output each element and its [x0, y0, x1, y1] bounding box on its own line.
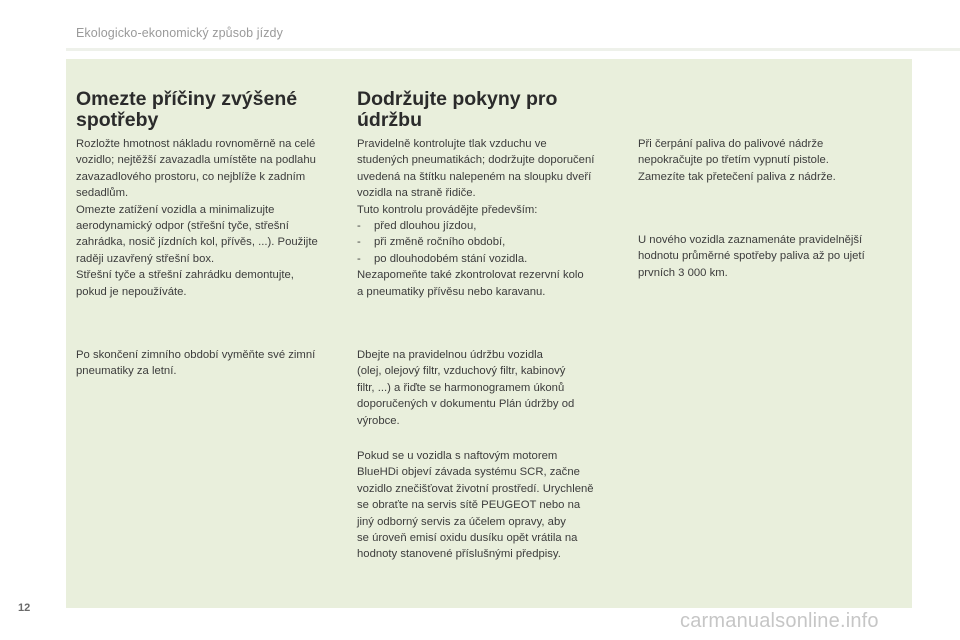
middle-p2-line: filtr, ...) a řiďte se harmonogramem úkonů	[357, 381, 565, 394]
middle-heading-line-1: Dodržujte pokyny pro	[357, 88, 558, 110]
middle-p3-line: Pokud se u vozidla s naftovým motorem	[357, 450, 558, 462]
right-paragraph-1	[638, 136, 908, 185]
middle-p3-line: hodnoty stanovené příslušnými předpisy.	[357, 548, 561, 561]
header-divider	[66, 48, 960, 51]
middle-p2-line: výrobce.	[357, 414, 400, 427]
middle-paragraph-2	[357, 347, 627, 429]
middle-p3-line: se úroveň emisí oxidu dusíku opět vrátila na	[357, 532, 578, 545]
right-paragraph-2	[638, 232, 908, 281]
middle-p1-line: vozidla na straně řidiče.	[357, 187, 476, 200]
page-number: 12	[18, 602, 31, 614]
middle-p1b-line: a pneumatiky přívěsu nebo karavanu.	[357, 285, 546, 298]
middle-paragraph-3	[357, 448, 627, 563]
middle-p1-line: uvedená na štítku nalepeném na sloupku dveří	[357, 170, 592, 183]
left-paragraph-2	[76, 347, 346, 380]
list-item	[357, 218, 627, 234]
middle-p2-line: (olej, olejový filtr, vzduchový filtr, kabinový	[357, 365, 566, 378]
list-item	[357, 234, 627, 250]
list-dash: -	[357, 220, 361, 233]
list-item	[357, 251, 627, 267]
middle-heading-line-2: údržbu	[357, 109, 422, 131]
middle-paragraph-1	[357, 136, 627, 300]
right-p1-line: Při čerpání paliva do palivové nádrže	[638, 138, 824, 150]
left-p1-line: raději uzavřený střešní box.	[76, 252, 215, 265]
middle-p1-line: Tuto kontrolu provádějte především:	[357, 203, 538, 216]
right-p2-line: hodnotu průměrné spotřeby paliva až po ujetí	[638, 250, 865, 263]
left-p1-line: vozidlo; nejtěžší zavazadla umístěte na podlahu	[76, 154, 316, 167]
left-p1-line: Rozložte hmotnost nákladu rovnoměrně na celé	[76, 138, 316, 150]
middle-p3-line: se obraťte na servis sítě PEUGEOT nebo na	[357, 499, 581, 512]
right-p2-line: prvních 3 000 km.	[638, 266, 728, 279]
left-p1-line: aerodynamický odpor (střešní tyče, střešní	[76, 220, 289, 233]
left-p1-line: Střešní tyče a střešní zahrádku demontujte,	[76, 269, 294, 282]
middle-p1b-line: Nezapomeňte také zkontrolovat rezervní kolo	[357, 269, 584, 282]
left-p1-line: zavazadlového prostoru, co nejblíže k zadním	[76, 170, 306, 183]
left-p1-line: sedadlům.	[76, 187, 129, 200]
middle-p3-line: BlueHDi objeví závada systému SCR, začne	[357, 466, 580, 479]
check-list	[357, 218, 627, 267]
left-paragraph-1	[76, 136, 346, 300]
right-p1-line: Zamezíte tak přetečení paliva z nádrže.	[638, 170, 836, 183]
middle-p1-line: studených pneumatikách; dodržujte doporučení	[357, 154, 595, 167]
middle-heading	[357, 89, 627, 131]
middle-p3-line: vozidlo znečišťovat životní prostředí. Urychleně	[357, 482, 594, 495]
middle-p3-line: jiný odborný servis za účelem opravy, aby	[357, 515, 566, 528]
left-heading-line-2: spotřeby	[76, 109, 159, 131]
list-item-text: po dlouhodobém stání vozidla.	[374, 252, 528, 265]
right-p1-line: nepokračujte po třetím vypnutí pistole.	[638, 154, 829, 167]
left-heading-line-1: Omezte příčiny zvýšené	[76, 88, 298, 110]
watermark-text: carmanualsonline.info	[680, 610, 879, 632]
middle-p1-line: Pravidelně kontrolujte tlak vzduchu ve	[357, 138, 547, 150]
left-p2-line: Po skončení zimního období vyměňte své zimní	[76, 349, 316, 361]
left-p1-line: zahrádka, nosič jízdních kol, přívěs, ...). Použijte	[76, 236, 318, 249]
middle-p2-line: Dbejte na pravidelnou údržbu vozidla	[357, 349, 543, 361]
list-item-text: před dlouhou jízdou,	[374, 220, 477, 233]
page-header-title: Ekologicko-ekonomický způsob jízdy	[76, 26, 283, 40]
right-p2-line: U nového vozidla zaznamenáte pravidelnější	[638, 234, 863, 246]
left-p1-line: Omezte zatížení vozidla a minimalizujte	[76, 203, 275, 216]
left-heading	[76, 89, 346, 131]
list-dash: -	[357, 236, 361, 249]
list-dash: -	[357, 252, 361, 265]
left-p2-line: pneumatiky za letní.	[76, 365, 177, 378]
left-p1-line: pokud je nepoužíváte.	[76, 285, 187, 298]
list-item-text: při změně ročního období,	[374, 236, 506, 249]
middle-p2-line: doporučených v dokumentu Plán údržby od	[357, 398, 575, 411]
